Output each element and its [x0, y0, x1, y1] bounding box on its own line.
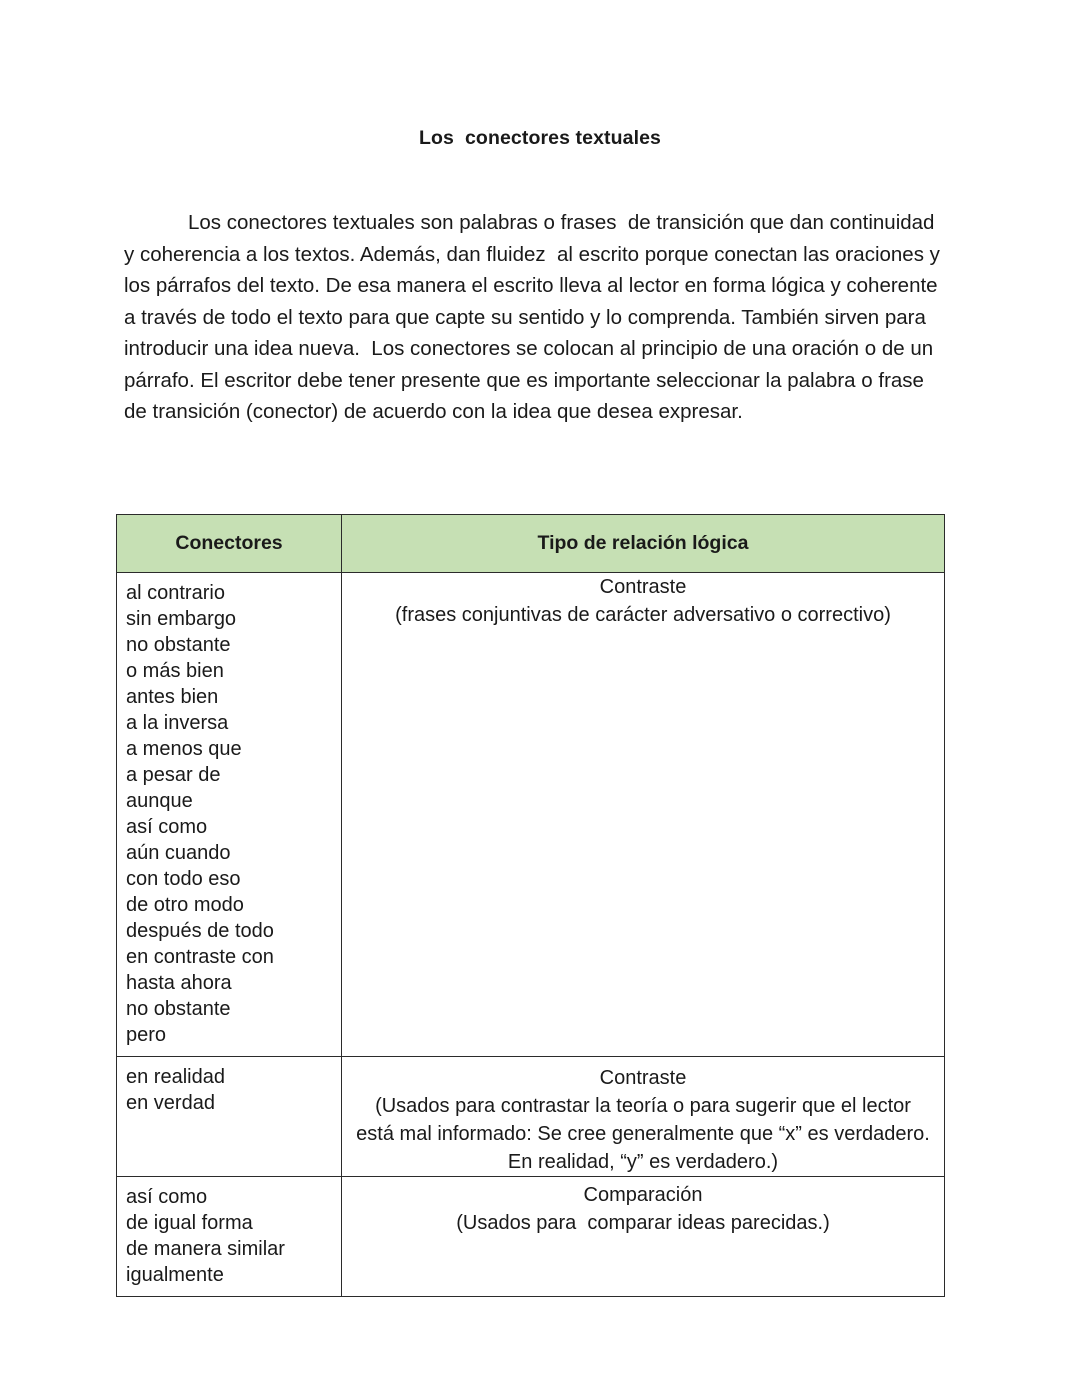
list-item: en verdad: [126, 1092, 215, 1114]
relation-description: [342, 573, 944, 629]
table-row: [117, 1057, 945, 1177]
list-item: con todo eso: [126, 868, 241, 890]
relation-label: Contraste: [599, 1067, 687, 1089]
relation-description: [342, 1177, 944, 1237]
relation-label: Contraste: [599, 576, 687, 598]
list-item: pero: [126, 1024, 167, 1046]
connector-list: [117, 1177, 341, 1296]
relation-cell-comparacion: [342, 1177, 945, 1297]
list-item: aún cuando: [126, 842, 231, 864]
relation-cell-contraste-teoria: [342, 1057, 945, 1177]
list-item: igualmente: [126, 1264, 224, 1286]
connectors-cell-en-realidad: [117, 1057, 342, 1177]
relation-detail: (Usados para contrastar la teoría o para sugerir que el lector está mal informado: Se cree generalmente que “x” es verdadero. En realidad, “y” es verdadero.): [356, 1095, 936, 1173]
list-item: al contrario: [126, 582, 225, 604]
list-item: en realidad: [126, 1066, 225, 1088]
list-item: así como: [126, 816, 208, 838]
connectors-cell-contraste: [117, 573, 342, 1057]
list-item: o más bien: [126, 660, 224, 682]
table-row: [117, 1177, 945, 1297]
column-header-conectores: Conectores: [117, 515, 342, 573]
relation-label: Comparación: [583, 1184, 703, 1206]
connector-list: [117, 573, 341, 1056]
connectors-cell-comparacion: [117, 1177, 342, 1297]
list-item: de otro modo: [126, 894, 244, 916]
connectors-table: [116, 514, 945, 1297]
list-item: así como: [126, 1186, 208, 1208]
page-title: Los conectores textuales: [418, 127, 661, 149]
list-item: después de todo: [126, 920, 274, 942]
relation-detail: (frases conjuntivas de carácter adversativo o correctivo): [395, 604, 891, 626]
list-item: sin embargo: [126, 608, 237, 630]
list-item: a menos que: [126, 738, 242, 760]
list-item: hasta ahora: [126, 972, 232, 994]
list-item: a pesar de: [126, 764, 221, 786]
table-row: [117, 573, 945, 1057]
relation-detail: (Usados para comparar ideas parecidas.): [456, 1212, 830, 1234]
relation-description: [342, 1057, 944, 1176]
table-header-row: [117, 515, 945, 573]
relation-cell-contraste: [342, 573, 945, 1057]
column-header-tipo-relacion: Tipo de relación lógica: [342, 515, 945, 573]
intro-paragraph: Los conectores textuales son palabras o frases de transición que dan continuidad y coherencia a los textos. Además, dan fluidez al escrito porque conectan las oraciones y los párrafos del texto. De esa manera el escrito lleva al lector en forma lógica y coherente a través de todo el texto para que capte su sentido y lo comprenda. También sirven para introducir una idea nueva. Los conectores se colocan al principio de una oración o de un párrafo. El escritor debe tener presente que es importante seleccionar la palabra o frase de transición (conector) de acuerdo con la idea que desea expresar.: [124, 211, 946, 423]
list-item: no obstante: [126, 634, 231, 656]
list-item: aunque: [126, 790, 193, 812]
list-item: de manera similar: [126, 1238, 285, 1260]
list-item: en contraste con: [126, 946, 274, 968]
list-item: de igual forma: [126, 1212, 253, 1234]
list-item: a la inversa: [126, 712, 229, 734]
connector-list: [117, 1057, 341, 1124]
list-item: no obstante: [126, 998, 231, 1020]
list-item: antes bien: [126, 686, 219, 708]
